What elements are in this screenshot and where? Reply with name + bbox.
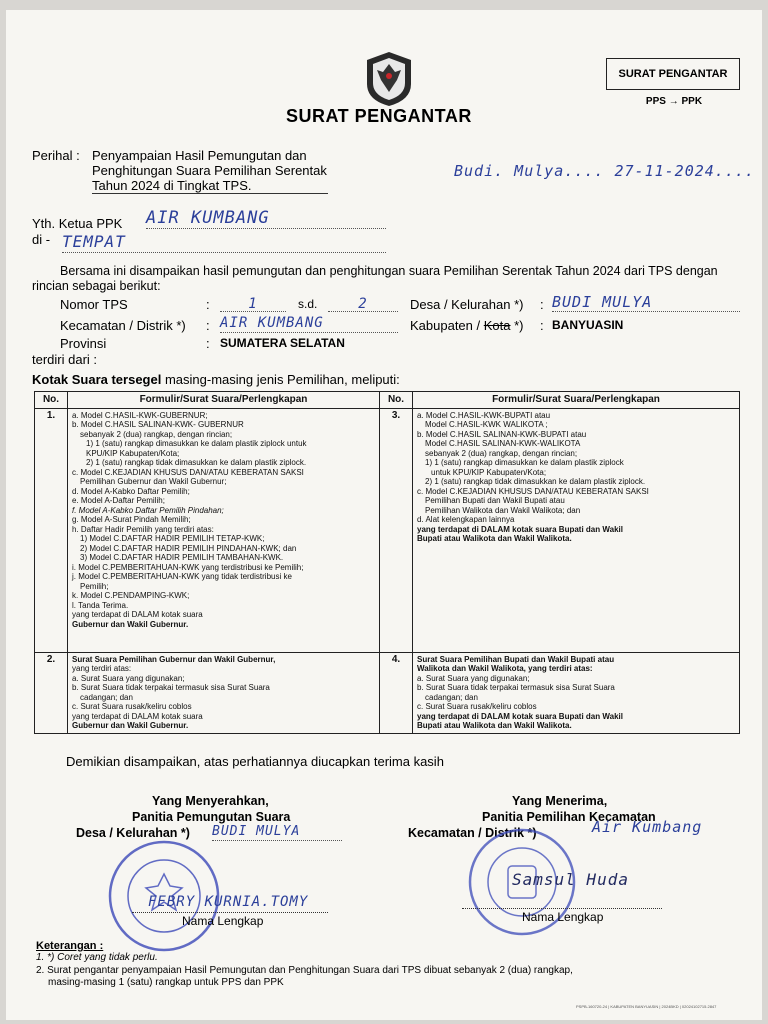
sd-label: s.d. bbox=[298, 297, 318, 311]
di-field bbox=[62, 232, 386, 253]
row2-right-cell: Surat Suara Pemilihan Bupati dan Wakil Bupati atau Walikota dan Wakil Walikota, yang terdiri atas: a. Surat Suara yang digunakan; b. Surat Suara tidak terpakai termasuk sisa Surat Suara cadangan; dan c. Surat Suara rusak/keliru coblos yang terdapat di DALAM kotak suara Bupati dan Wakil Bupati atau Walikota dan Wakil Walikota. bbox=[413, 652, 740, 733]
closing-text: Demikian disampaikan, atas perhatiannya diucapkan terima kasih bbox=[66, 754, 444, 769]
perihal-label: Perihal : bbox=[32, 148, 80, 163]
row2-left-cell: Surat Suara Pemilihan Gubernur dan Wakil Gubernur, yang terdiri atas: a. Surat Suara yang digunakan; b. Surat Suara tidak terpakai termasuk sisa Surat Suara cadangan; dan c. Surat Suara rusak/keliru coblos yang terdapat di DALAM kotak suara Gubernur dan Wakil Gubernur. bbox=[68, 652, 380, 733]
row1-left-cell: a. Model C.HASIL-KWK-GUBERNUR; b. Model C.HASIL SALINAN-KWK- GUBERNUR sebanyak 2 (dua) rangkap, dengan rincian; 1) 1 (satu) rangkap dimasukkan ke dalam plastik ziplock untuk KPU/KIP Kabupaten/Kota; 2) 1 (satu) rangkap tidak dimasukkan ke dalam plastik ziplock. c. Model C.KEJADIAN KHUSUS DAN/ATAU KEBERATAN SAKSI Pemilihan Gubernur dan Wakil Gubernur; d. Model A-Kabko Daftar Pemilih; e. Model A-Daftar Pemilih; f. Model A-Kabko Daftar Pemilih Pindahan; g. Model A-Surat Pindah Memilih; h. Daftar Hadir Pemilih yang terdiri atas: 1) Model C.DAFTAR HADIR PEMILIH TETAP-KWK; 2) Model C.DAFTAR HADIR PEMILIH PINDAHAN-KWK; dan 3) Model C.DAFTAR HADIR PEMILIH TAMBAHAN-KWK. i. Model C.PEMBERITAHUAN-KWK yang terdistribusi ke Pemilih; j. Model C.PEMBERITAHUAN-KWK yang tidak terdistribusi ke Pemilih; k. Model C.PENDAMPING-KWK; l. Tanda Terima. yang terdapat di DALAM kotak suara Gubernur dan Wakil Gubernur. bbox=[68, 408, 380, 652]
sign-left-name-handwritten: FEBRY KURNIA.TOMY bbox=[148, 894, 309, 910]
sign-left-name-label: Nama Lengkap bbox=[182, 914, 264, 928]
place-date-handwritten: Budi. Mulya.... 27-11-2024.... bbox=[454, 162, 755, 180]
kotak-heading: Kotak Suara tersegel masing-masing jenis Pemilihan, meliputi: bbox=[32, 372, 400, 387]
document-title: SURAT PENGANTAR bbox=[286, 106, 472, 126]
col-header-form-2: Formulir/Surat Suara/Perlengkapan bbox=[413, 392, 740, 409]
di-handwritten: TEMPAT bbox=[62, 232, 126, 251]
intro-paragraph: Bersama ini disampaikan hasil pemungutan dan penghitungan suara Pemilihan Serentak Tahun 2024 dari TPS dengan rincian sebagai berikut: bbox=[32, 264, 718, 293]
provinsi-label: Provinsi bbox=[60, 336, 107, 351]
yth-handwritten: AIR KUMBANG bbox=[146, 208, 270, 228]
sign-right-signature: Samsul Huda bbox=[512, 870, 629, 889]
perihal-line-3: Tahun 2024 di Tingkat TPS. bbox=[92, 178, 328, 194]
forms-table bbox=[34, 391, 740, 734]
row-number: 4. bbox=[380, 652, 413, 733]
sign-left-line1: Yang Menyerahkan, bbox=[152, 794, 269, 808]
sign-right-name-label: Nama Lengkap bbox=[522, 910, 604, 924]
col-header-no: No. bbox=[35, 392, 68, 409]
kabupaten-label: Kabupaten / Kota *) bbox=[410, 318, 524, 333]
desa-field: BUDI MULYA bbox=[552, 293, 740, 312]
nomor-tps-to: 2 bbox=[328, 295, 398, 312]
desa-label: Desa / Kelurahan *) bbox=[410, 297, 524, 312]
nomor-tps-colon: : bbox=[206, 297, 210, 312]
kabupaten-colon: : bbox=[540, 318, 544, 333]
provinsi-value: SUMATERA SELATAN bbox=[220, 336, 345, 350]
perihal-line-2: Penghitungan Suara Pemilihan Serentak bbox=[92, 163, 327, 178]
desa-colon: : bbox=[540, 297, 544, 312]
note-1: 1. *) Coret yang tidak perlu. bbox=[36, 952, 158, 963]
kecamatan-colon: : bbox=[206, 318, 210, 333]
perihal-line-1: Penyampaian Hasil Pemungutan dan bbox=[92, 148, 307, 163]
note-2a: 2. Surat pengantar penyampaian Hasil Pemungutan dan Penghitungan Suara dari TPS dibuat sebanyak 2 (dua) rangkap, bbox=[36, 965, 573, 976]
sign-right-line1: Yang Menerima, bbox=[512, 794, 608, 808]
nomor-tps-label: Nomor TPS bbox=[60, 297, 128, 312]
col-header-form: Formulir/Surat Suara/Perlengkapan bbox=[68, 392, 380, 409]
kpu-logo bbox=[364, 50, 414, 108]
row-number: 2. bbox=[35, 652, 68, 733]
di-label: di - bbox=[32, 232, 51, 247]
sign-right-kec-label: Kecamatan / Distrik *) bbox=[408, 826, 537, 840]
yth-field bbox=[146, 208, 386, 229]
sign-right-kec-handwritten: Air Kumbang bbox=[592, 818, 703, 836]
sign-right-line2: Panitia Pemilihan Kecamatan bbox=[482, 810, 656, 824]
kabupaten-value: BANYUASIN bbox=[552, 318, 624, 332]
yth-label: Yth. Ketua PPK bbox=[32, 216, 123, 231]
sign-right-name-line bbox=[462, 908, 662, 909]
doc-type-box bbox=[606, 58, 740, 90]
note-2b: masing-masing 1 (satu) rangkap untuk PPS dan PPK bbox=[48, 977, 284, 988]
perihal-text bbox=[92, 148, 328, 194]
document-page bbox=[6, 10, 762, 1020]
table-row bbox=[35, 652, 740, 733]
row-number: 3. bbox=[380, 408, 413, 652]
sign-left-name-line bbox=[132, 912, 328, 913]
kecamatan-field: AIR KUMBANG bbox=[220, 314, 398, 333]
kecamatan-label: Kecamatan / Distrik *) bbox=[60, 318, 186, 333]
footer-code: PSPB-160720-24 | KABUPATEN BANYUASIN | 2024BKD | 02024102715.2847 bbox=[576, 1004, 717, 1009]
col-header-no-2: No. bbox=[380, 392, 413, 409]
sign-left-desa-field: BUDI MULYA bbox=[212, 822, 342, 841]
provinsi-colon: : bbox=[206, 336, 210, 351]
table-row bbox=[35, 408, 740, 652]
doc-type-box-title: SURAT PENGANTAR bbox=[618, 68, 728, 80]
terdiri-dari: terdiri dari : bbox=[32, 352, 98, 367]
row-number: 1. bbox=[35, 408, 68, 652]
doc-route: PPS → PPK bbox=[645, 96, 703, 107]
row1-right-cell: a. Model C.HASIL-KWK-BUPATI atau Model C.HASIL-KWK WALIKOTA ; b. Model C.HASIL SALINAN-KWK-BUPATI atau Model C.HASIL SALINAN-KWK-WALIKOTA sebanyak 2 (dua) rangkap, dengan rincian; 1) 1 (satu) rangkap dimasukkan ke dalam plastik ziplock untuk KPU/KIP Kabupaten/Kota; 2) 1 (satu) rangkap tidak dimasukkan ke dalam plastik ziplock. c. Model C.KEJADIAN KHUSUS DAN/ATAU KEBERATAN SAKSI Pemilihan Bupati dan Wakil Bupati atau Pemilihan Walikota dan Wakil Walikota; dan d. Alat kelengkapan lainnya yang terdapat di DALAM kotak suara Bupati dan Wakil Bupati atau Walikota dan Wakil Walikota. bbox=[413, 408, 740, 652]
sign-left-desa-label: Desa / Kelurahan *) bbox=[76, 826, 190, 840]
notes-title: Keterangan : bbox=[36, 940, 104, 952]
sign-left-line2: Panitia Pemungutan Suara bbox=[132, 810, 291, 824]
nomor-tps-from: 1 bbox=[220, 295, 286, 312]
